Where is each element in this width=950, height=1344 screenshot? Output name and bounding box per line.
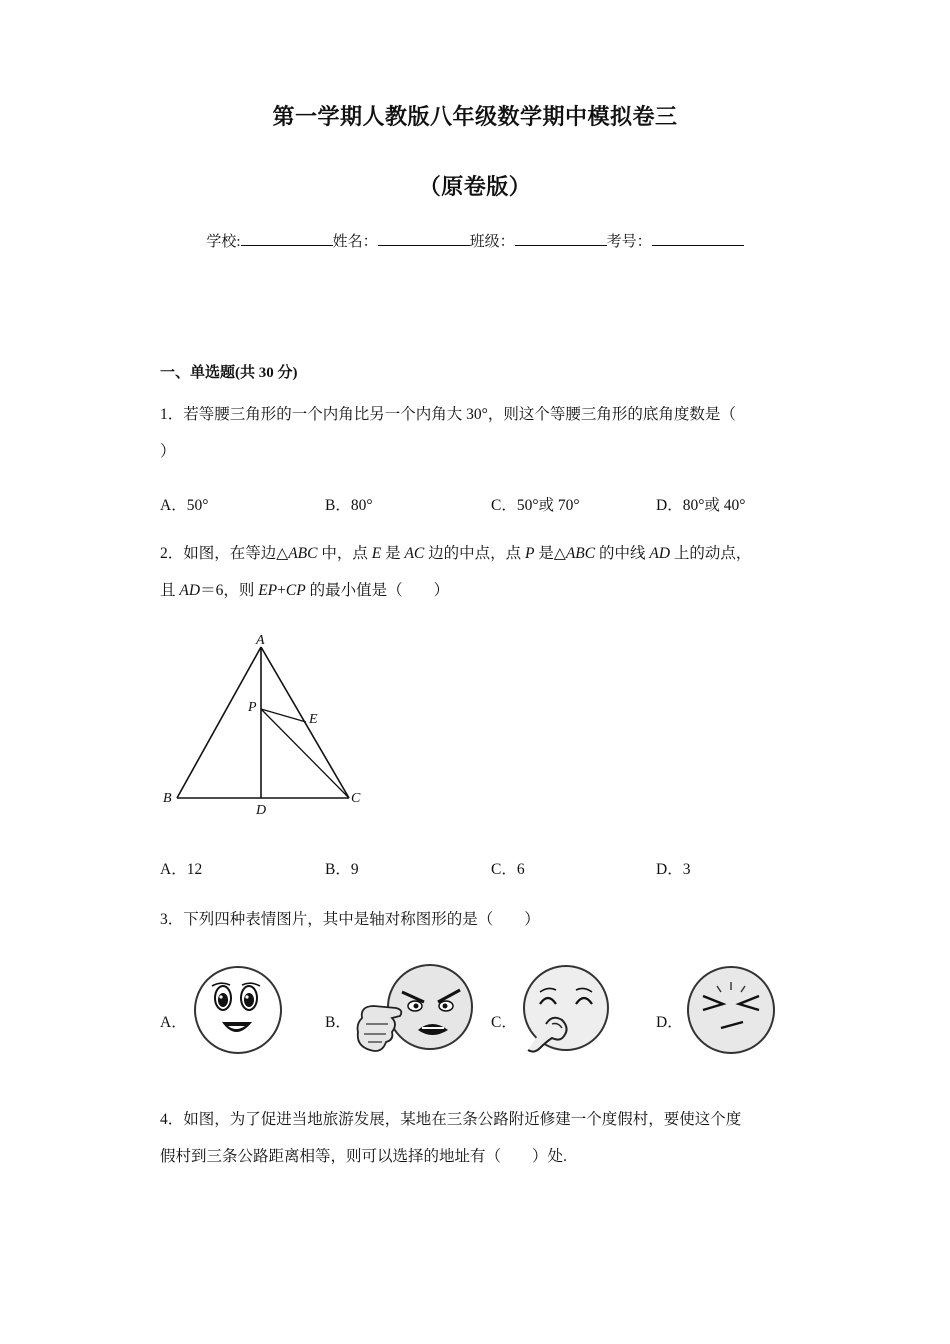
q3-option-c: C．	[491, 1014, 517, 1031]
smiling-face-icon	[190, 962, 286, 1058]
triangle-figure	[150, 625, 380, 825]
label-d: D	[256, 803, 267, 818]
q2-var: E	[371, 545, 382, 562]
label-c: C	[351, 791, 361, 806]
q2-text: 且	[160, 582, 180, 599]
q3-number: 3．	[160, 911, 184, 928]
q2-text: 上的动点，	[670, 545, 752, 562]
q2-var: ABC	[288, 545, 318, 562]
q2-number: 2．	[160, 545, 184, 562]
edge-ab	[177, 647, 261, 798]
q2-var: AD	[179, 582, 201, 599]
q1-text-line1: 若等腰三角形的一个内角比另一个内角大 30°，则这个等腰三角形的底角度数是（	[183, 406, 736, 423]
q2-text: 边的中点，点	[424, 545, 526, 562]
q2-text: 的最小值是（ ）	[305, 582, 450, 599]
q3-option-a: A．	[160, 1014, 187, 1031]
number-label: 考号：	[606, 234, 652, 250]
school-label: 学校:	[206, 234, 241, 250]
q2-option-d: D．3	[656, 861, 691, 878]
label-e: E	[309, 712, 318, 727]
q2-option-b: B．9	[325, 861, 359, 878]
school-blank	[241, 231, 333, 246]
q3-option-b: B．	[325, 1014, 351, 1031]
q2-text: 是△	[534, 545, 566, 562]
q1-number: 1．	[160, 406, 184, 423]
q3-text: 下列四种表情图片，其中是轴对称图形的是（ ）	[183, 911, 540, 928]
section-heading: 一、单选题(共 30 分)	[160, 365, 298, 381]
q4-text-line1: 如图，为了促进当地旅游发展，某地在三条公路附近修建一个度假村，要使这个度	[183, 1111, 742, 1128]
q2-var: AC	[404, 545, 425, 562]
q1-text-line2: ）	[160, 443, 176, 460]
q2-text: 中，点	[317, 545, 372, 562]
class-label: 班级：	[469, 234, 515, 250]
q2-option-c: C．6	[491, 861, 525, 878]
q2-text: 如图，在等边△	[183, 545, 289, 562]
name-label: 姓名：	[332, 234, 378, 250]
q2-text: ＝6，则	[200, 582, 259, 599]
q2-var: P	[525, 545, 535, 562]
question-1	[160, 396, 800, 470]
question-3	[160, 901, 800, 938]
page-subtitle: （原卷版）	[418, 175, 532, 200]
q2-text: 的中线	[595, 545, 650, 562]
q2-text: +	[277, 582, 286, 599]
page-title: 第一学期人教版八年级数学期中模拟卷三	[272, 105, 678, 130]
label-p: P	[248, 700, 257, 715]
class-blank	[515, 231, 607, 246]
q2-var: AD	[649, 545, 671, 562]
angry-pointing-face-icon	[352, 962, 476, 1058]
q4-number: 4．	[160, 1111, 184, 1128]
q2-text: 是	[381, 545, 405, 562]
q1-option-b: B．80°	[325, 497, 373, 514]
label-a: A	[256, 633, 265, 648]
name-blank	[378, 231, 470, 246]
q1-option-c: C．50°或 70°	[491, 497, 580, 514]
question-4	[160, 1101, 800, 1175]
q2-var: ABC	[565, 545, 596, 562]
q1-option-d: D．80°或 40°	[656, 497, 746, 514]
q4-text-line2: 假村到三条公路距离相等，则可以选择的地址有（ ）处.	[160, 1148, 567, 1165]
label-b: B	[163, 791, 172, 806]
q2-var: EP	[258, 582, 278, 599]
squinting-face-icon	[683, 962, 779, 1058]
q2-option-a: A．12	[160, 861, 203, 878]
laughing-hand-face-icon	[516, 962, 612, 1058]
question-2	[160, 535, 800, 609]
q3-option-d: D．	[656, 1014, 683, 1031]
q1-option-a: A．50°	[160, 497, 209, 514]
student-info-line	[0, 230, 950, 251]
q2-var: CP	[285, 582, 306, 599]
number-blank	[652, 231, 744, 246]
